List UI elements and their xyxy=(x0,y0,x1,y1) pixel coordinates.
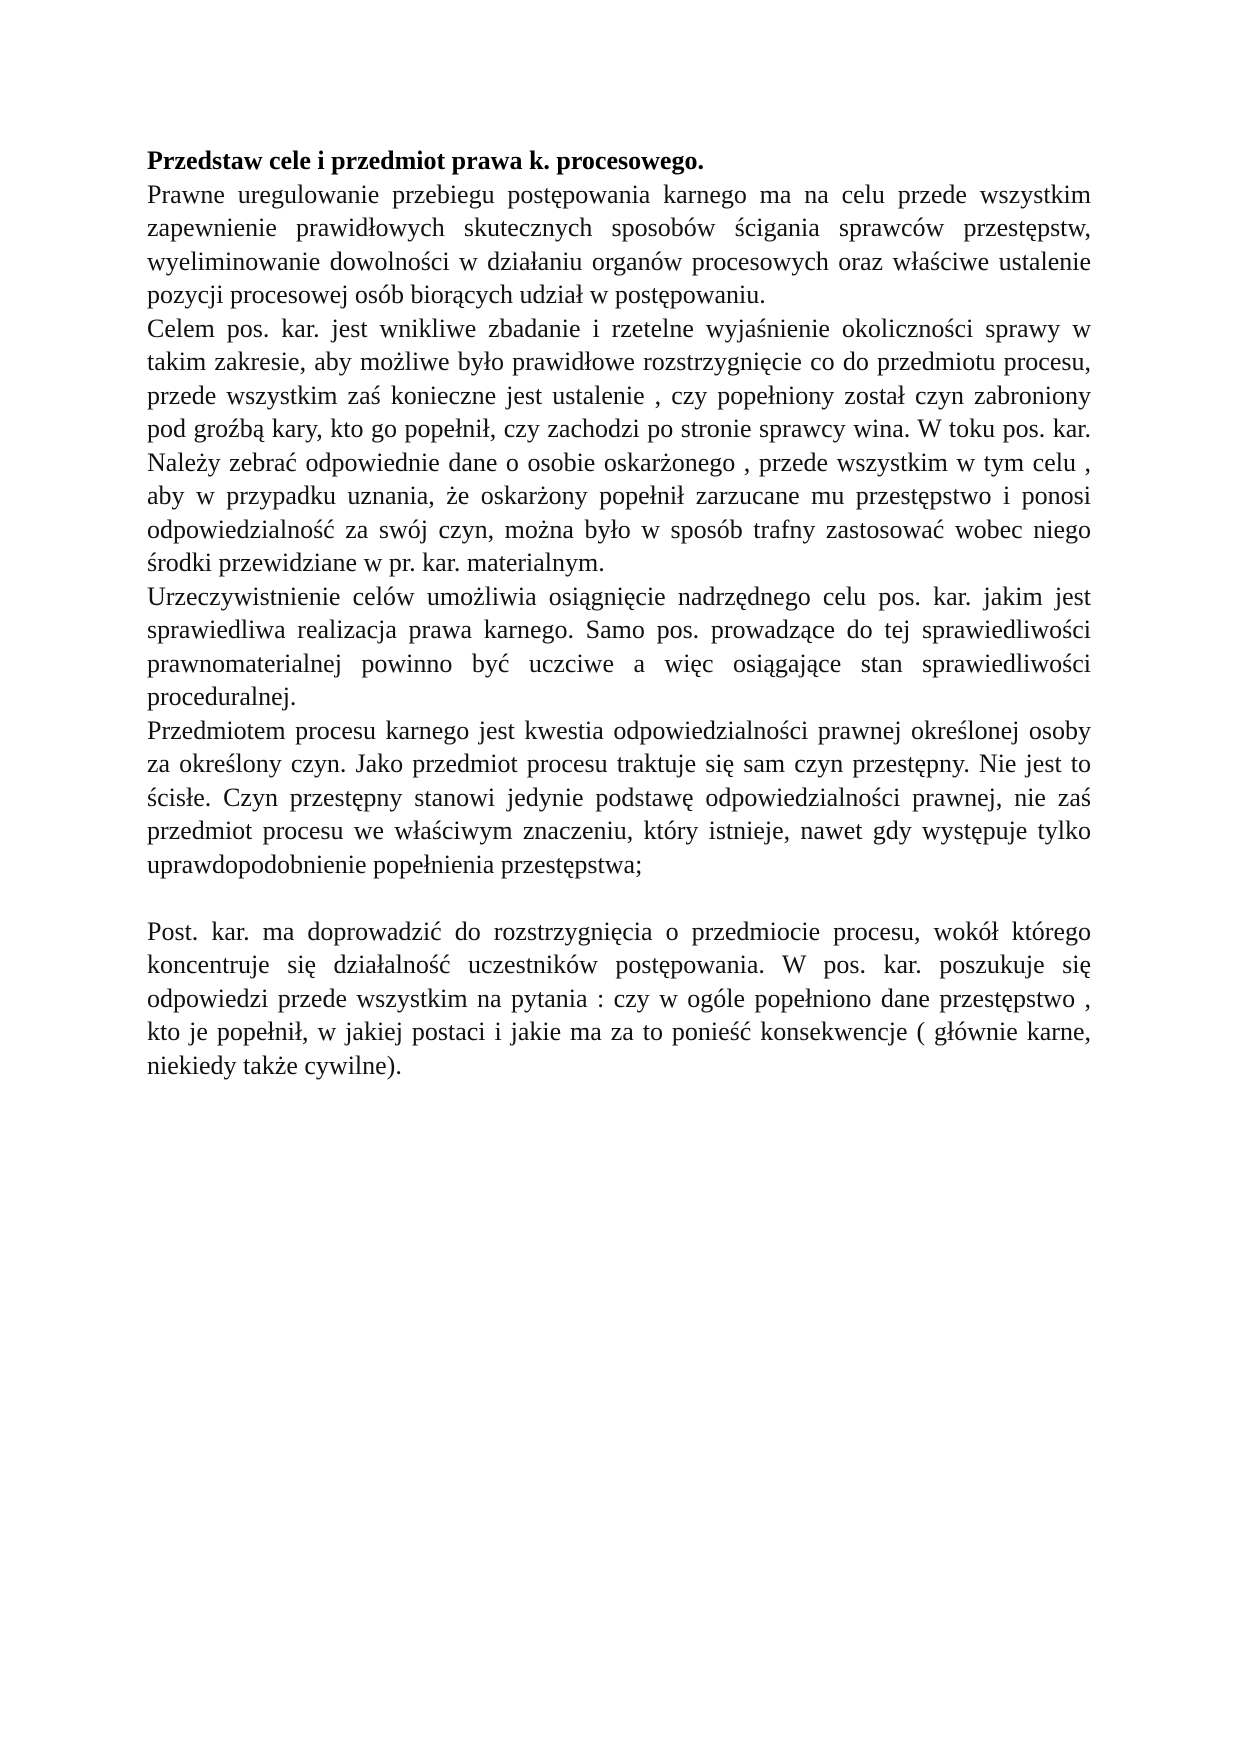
paragraph-justice: Urzeczywistnienie celów umożliwia osiągnięcie nadrzędnego celu pos. kar. jakim jest sprawiedliwa realizacja prawa karnego. Samo pos. prowadzące do tej sprawiedliwości prawnomaterialnej powinno być uczciwe a więc osiągające stan sprawiedliwości proceduralnej. xyxy=(147,581,1091,711)
paragraph-intro: Prawne uregulowanie przebiegu postępowania karnego ma na celu przede wszystkim zapewnienie prawidłowych skutecznych sposobów ścigania sprawców przestępstw, wyeliminowanie dowolności w działaniu organów procesowych oraz właściwe ustalenie pozycji procesowej osób biorących udział w postępowaniu. xyxy=(147,179,1091,309)
document-title: Przedstaw cele i przedmiot prawa k. procesowego. xyxy=(147,146,704,175)
paragraph-goal: Celem pos. kar. jest wnikliwe zbadanie i rzetelne wyjaśnienie okoliczności sprawy w takim zakresie, aby możliwe było prawidłowe rozstrzygnięcie co do przedmiotu procesu, przede wszystkim zaś konieczne jest ustalenie , czy popełniony został czyn zabroniony pod groźbą kary, kto go popełnił, czy zachodzi po stronie sprawcy wina. W toku pos. kar. Należy zebrać odpowiednie dane o osobie oskarżonego , przede wszystkim w tym celu , aby w przypadku uznania, że oskarżony popełnił zarzucane mu przestępstwo i ponosi odpowiedzialność za swój czyn, można było w sposób trafny zastosować wobec niego środki przewidziane w pr. kar. materialnym. xyxy=(147,313,1091,577)
paragraph-spacer xyxy=(147,881,1091,915)
document-body xyxy=(147,144,1091,1082)
paragraph-resolution: Post. kar. ma doprowadzić do rozstrzygnięcia o przedmiocie procesu, wokół którego koncentruje się działalność uczestników postępowania. W pos. kar. poszukuje się odpowiedzi przede wszystkim na pytania : czy w ogóle popełniono dane przestępstwo , kto je popełnił, w jakiej postaci i jakie ma za to ponieść konsekwencje ( głównie karne, niekiedy także cywilne). xyxy=(147,916,1091,1080)
paragraph-subject: Przedmiotem procesu karnego jest kwestia odpowiedzialności prawnej określonej osoby za określony czyn. Jako przedmiot procesu traktuje się sam czyn przestępny. Nie jest to ścisłe. Czyn przestępny stanowi jedynie podstawę odpowiedzialności prawnej, nie zaś przedmiot procesu we właściwym znaczeniu, który istnieje, nawet gdy występuje tylko uprawdopodobnienie popełnienia przestępstwa; xyxy=(147,715,1091,879)
